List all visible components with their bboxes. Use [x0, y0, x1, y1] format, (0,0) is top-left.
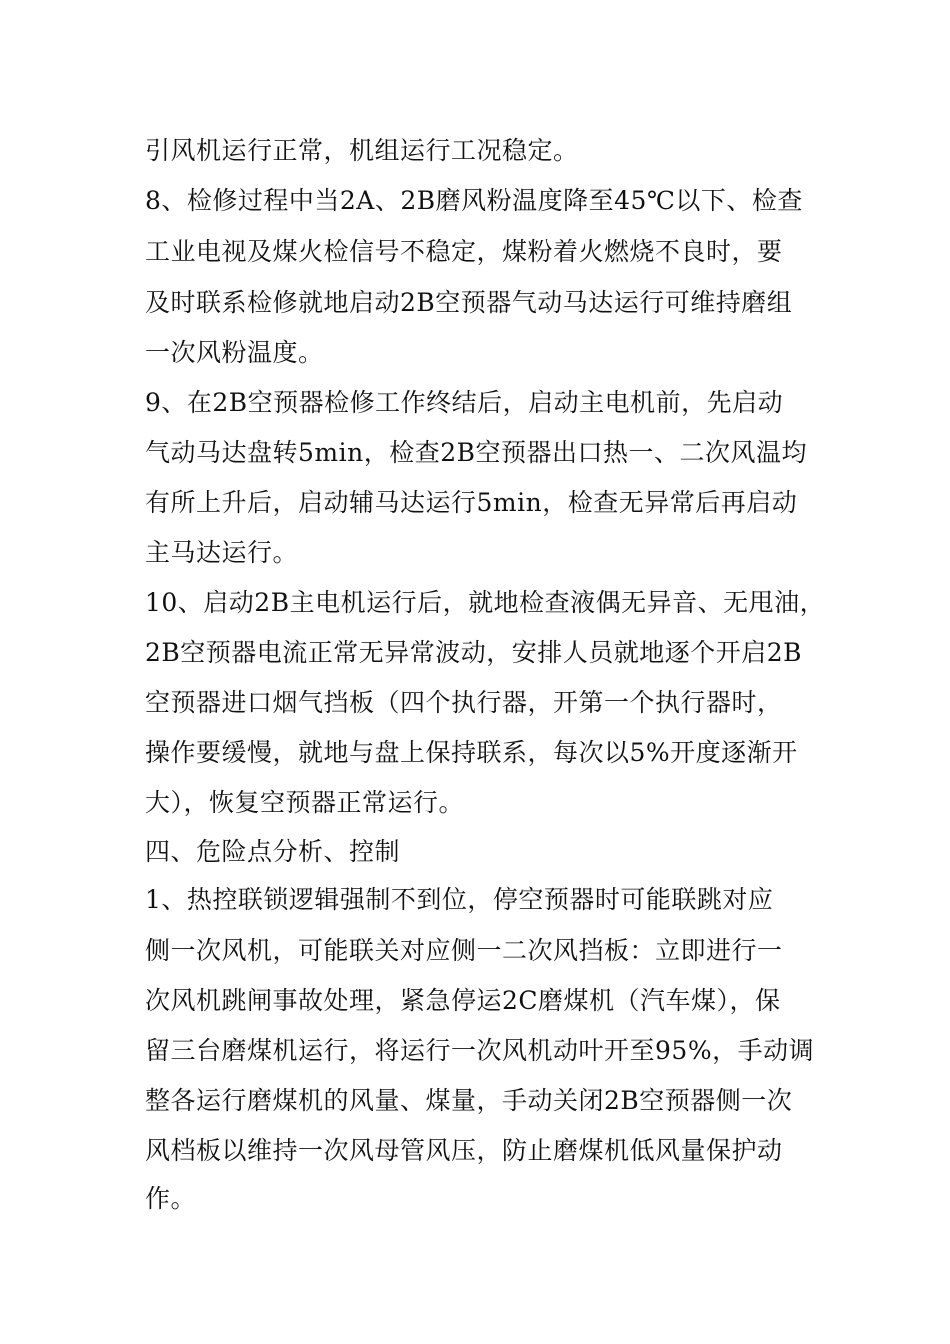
text-line: 气动马达盘转5min，检查2B空预器出口热一、二次风温均 — [145, 438, 807, 467]
item-1-line: 1、热控联锁逻辑强制不到位，停空预器时可能联跳对应 — [145, 885, 774, 914]
text-line: 作。 — [145, 1184, 197, 1213]
text-line: 引风机运行正常，机组运行工况稳定。 — [145, 136, 579, 165]
text-line: 空预器进口烟气挡板（四个执行器，开第一个执行器时， — [145, 688, 783, 717]
text-line: 一次风粉温度。 — [145, 338, 324, 367]
text-line: 操作要缓慢，就地与盘上保持联系，每次以5%开度逐渐开 — [145, 738, 798, 767]
text-line: 有所上升后，启动辅马达运行5min，检查无异常后再启动 — [145, 488, 798, 517]
item-10-line: 10、启动2B主电机运行后，就地检查液偶无异音、无甩油， — [145, 588, 826, 617]
item-9-line: 9、在2B空预器检修工作终结后，启动主电机前，先启动 — [145, 388, 784, 417]
text-line: 次风机跳闸事故处理，紧急停运2C磨煤机（汽车煤），保 — [145, 986, 781, 1015]
section-heading: 四、危险点分析、控制 — [145, 837, 401, 866]
text-line: 主马达运行。 — [145, 538, 299, 567]
item-8-line: 8、检修过程中当2A、2B磨风粉温度降至45℃以下、检查 — [145, 186, 803, 215]
text-line: 及时联系检修就地启动2B空预器气动马达运行可维持磨组 — [145, 288, 793, 317]
text-line: 整各运行磨煤机的风量、煤量，手动关闭2B空预器侧一次 — [145, 1086, 793, 1115]
text-line: 工业电视及煤火检信号不稳定，煤粉着火燃烧不良时，要 — [145, 237, 783, 266]
text-line: 2B空预器电流正常无异常波动，安排人员就地逐个开启2B — [145, 638, 803, 667]
text-line: 侧一次风机，可能联关对应侧一二次风挡板：立即进行一 — [145, 936, 783, 965]
text-line: 风档板以维持一次风母管风压，防止磨煤机低风量保护动 — [145, 1136, 783, 1165]
text-line: 大），恢复空预器正常运行。 — [145, 788, 465, 817]
text-line: 留三台磨煤机运行，将运行一次风机动叶开至95%，手动调 — [145, 1036, 815, 1065]
